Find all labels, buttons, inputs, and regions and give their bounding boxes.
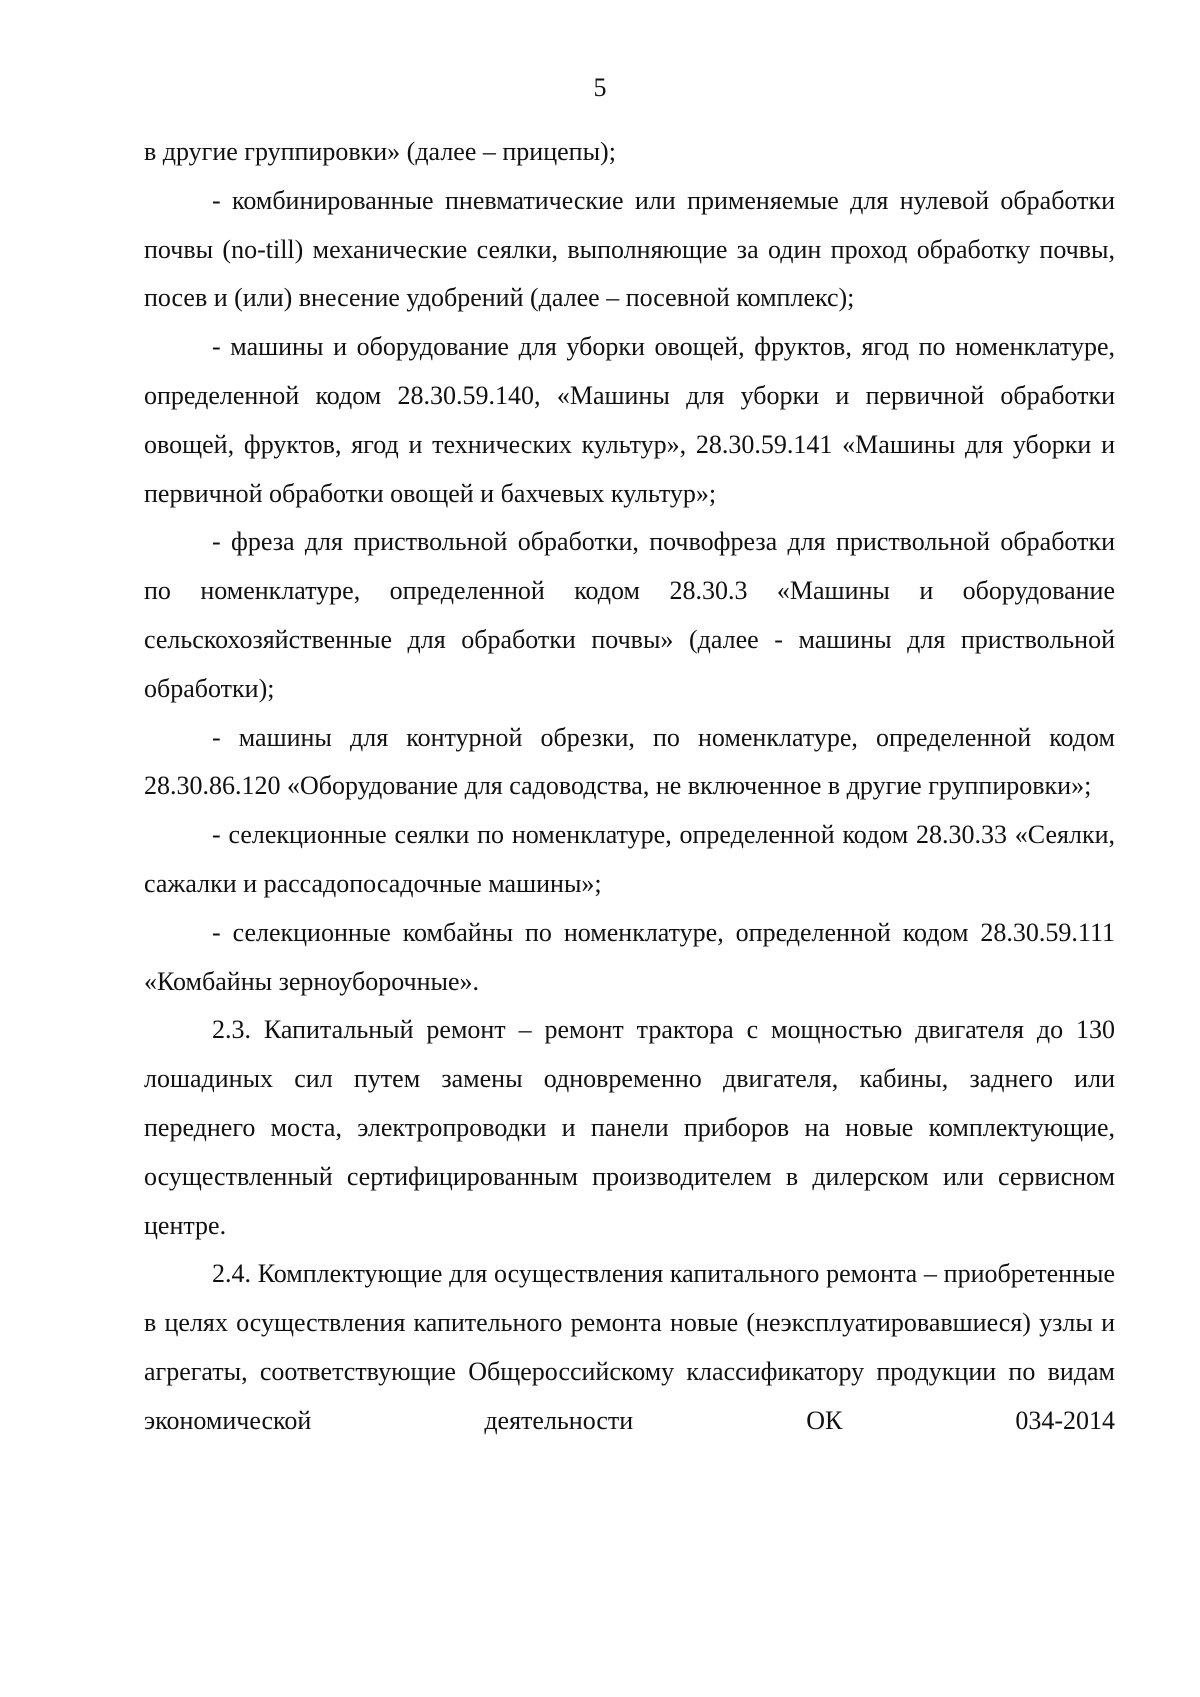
document-body [144, 128, 1115, 1446]
paragraph-seeding-complex: - комбинированные пневматические или применяемые для нулевой обработки почвы (no-till) механические сеялки, выполняющие за один проход обработку почвы, посев и (или) внесение удобрений (далее – посевной комплекс); [144, 185, 1115, 313]
paragraph-selection-seeders: - селекционные сеялки по номенклатуре, определенной кодом 28.30.33 «Сеялки, сажалки и рассадопосадочные машины»; [144, 820, 1115, 898]
paragraph-harvesting-machines: - машины и оборудование для уборки овощей, фруктов, ягод по номенклатуре, определенной кодом 28.30.59.140, «Машины для уборки и первичной обработки овощей, фруктов, ягод и технических культур», 28.30.59.141 «Машины для уборки и первичной обработки овощей и бахчевых культур»; [144, 332, 1115, 508]
paragraph-2-3-overhaul: 2.3. Капитальный ремонт – ремонт трактора с мощностью двигателя до 130 лошадиных сил путем замены одновременно двигателя, кабины, заднего или переднего моста, электропроводки и панели приборов на новые комплектующие, осуществленный сертифицированным производителем в дилерском или сервисном центре. [144, 1015, 1115, 1240]
paragraph-trailers-continuation: в другие группировки» (далее – прицепы); [144, 137, 616, 166]
page-number: 5 [593, 73, 607, 102]
paragraph-contour-pruning: - машины для контурной обрезки, по номенклатуре, определенной кодом 28.30.86.120 «Оборудование для садоводства, не включенное в другие группировки»; [144, 722, 1115, 801]
paragraph-2-4-components: 2.4. Комплектующие для осуществления капитального ремонта – приобретенные в целях осуществления капительного ремонта новые (неэксплуатировавшиеся) узлы и агрегаты, соответствующие Общероссийскому классификатору продукции по видам экономической деятельности ОК 034-2014 [144, 1259, 1115, 1435]
paragraph-trunk-milling: - фреза для приствольной обработки, почвофреза для приствольной обработки по номенклатуре, определенной кодом 28.30.3 «Машины и оборудование сельскохозяйственные для обработки почвы» (далее - машины для приствольной обработки); [144, 527, 1115, 703]
paragraph-selection-combines: - селекционные комбайны по номенклатуре, определенной кодом 28.30.59.111 «Комбайны зерноуборочные». [144, 917, 1115, 996]
